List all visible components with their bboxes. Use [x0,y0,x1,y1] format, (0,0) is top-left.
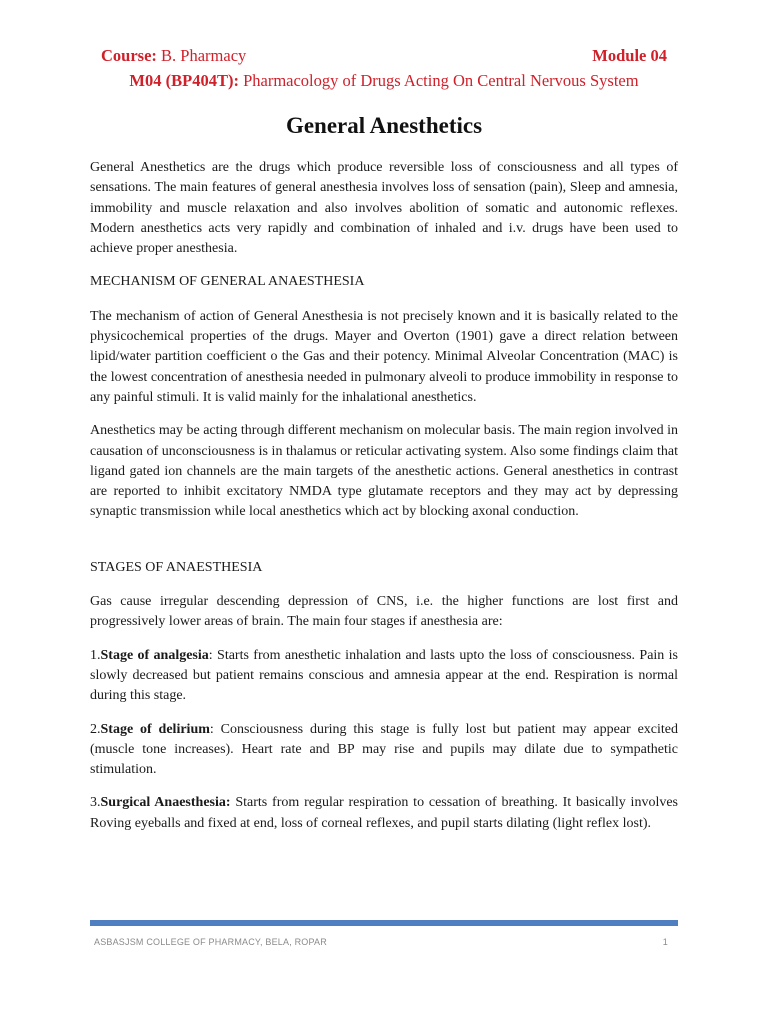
document-body [90,158,678,847]
stage-text: Starts from regular respiration to cessation of breathing. It basically involves Roving eyeballs and fixed at end, loss of corneal reflexes, and pupil starts dilating (light reflex lost). [90,795,679,831]
stage-number: 2. [90,721,101,737]
stage-item [90,720,678,781]
course-value: B. Pharmacy [161,46,247,65]
module-label: Module 04 [592,46,667,65]
mechanism-heading: MECHANISM OF GENERAL ANAESTHESIA [90,274,365,290]
page-footer [94,937,674,947]
course-label: Course: [101,46,157,65]
stage-item [90,793,678,834]
mechanism-paragraph-2: Anesthetics may be acting through different mechanism on molecular basis. The main region involved in causation of unconsciousness is in thalamus or reticular activating system. Also some findings claim that ligand gated ion channels are the main targets of the anesthetic actions. General anesthetics in contrast are reported to inhibit excitatory NMDA type glutamate receptors and they may act by depressing synaptic transmission while local anesthetics which act by blocking axonal conduction. [90,423,678,520]
subject-title: Pharmacology of Drugs Acting On Central Nervous System [243,71,639,90]
stage-text: Consciousness during this stage is fully lost but patient may appear excited (muscle tone increases). Heart rate and BP may rise and pupils may dilate due to sympathetic stimulation. [90,721,678,778]
stage-name: Stage of analgesia [100,647,209,663]
stage-text: Starts from anesthetic inhalation and lasts upto the loss of consciousness. Pain is slowly decreased but patient remains conscious and amnesia appear at the end. Respiration is normal during this stage. [90,647,678,704]
course-info [101,46,246,66]
subject-code: M04 (BP404T): [129,71,239,90]
stage-number: 3. [90,795,101,811]
stage-separator: : [209,721,214,737]
subject-header [0,71,768,91]
footer-college: ASBASJSM COLLEGE OF PHARMACY, BELA, ROPAR [94,937,327,947]
page-number: 1 [662,937,668,947]
stage-name: Stage of delirium [100,721,210,737]
mechanism-paragraph-1: The mechanism of action of General Anesthesia is not precisely known and it is basically related to the physicochemical properties of the drugs. Mayer and Overton (1901) gave a direct relation between lipid/water partition coefficient o the Gas and their potency. Minimal Alveolar Concentration (MAC) is the lowest concentration of anesthesia needed in pulmonary alveoli to produce immobility in response to any painful stimuli. It is valid mainly for the inhalational anesthetics. [90,308,678,405]
stages-intro-paragraph: Gas cause irregular descending depression of CNS, i.e. the higher functions are lost first and progressively lower areas of brain. The main four stages if anesthesia are: [90,594,678,630]
section-spacer [90,536,678,558]
course-header [101,46,667,68]
stage-item [90,646,678,707]
stage-name: Surgical Anaesthesia: [100,795,231,811]
stage-separator: : [208,647,213,663]
intro-paragraph: General Anesthetics are the drugs which produce reversible loss of consciousness and all types of sensations. The main features of general anesthesia involves loss of sensation (pain), Sleep and amnesia, immobility and muscle relaxation and also involves abolition of somatic and autonomic reflexes. Modern anesthetics acts very rapidly and combination of inhaled and i.v. drugs have been used to achieve proper anesthesia. [90,160,678,257]
footer-divider [90,920,678,926]
stages-heading: STAGES OF ANAESTHESIA [90,559,263,575]
page-title: General Anesthetics [285,113,483,138]
stage-number: 1. [90,647,101,663]
